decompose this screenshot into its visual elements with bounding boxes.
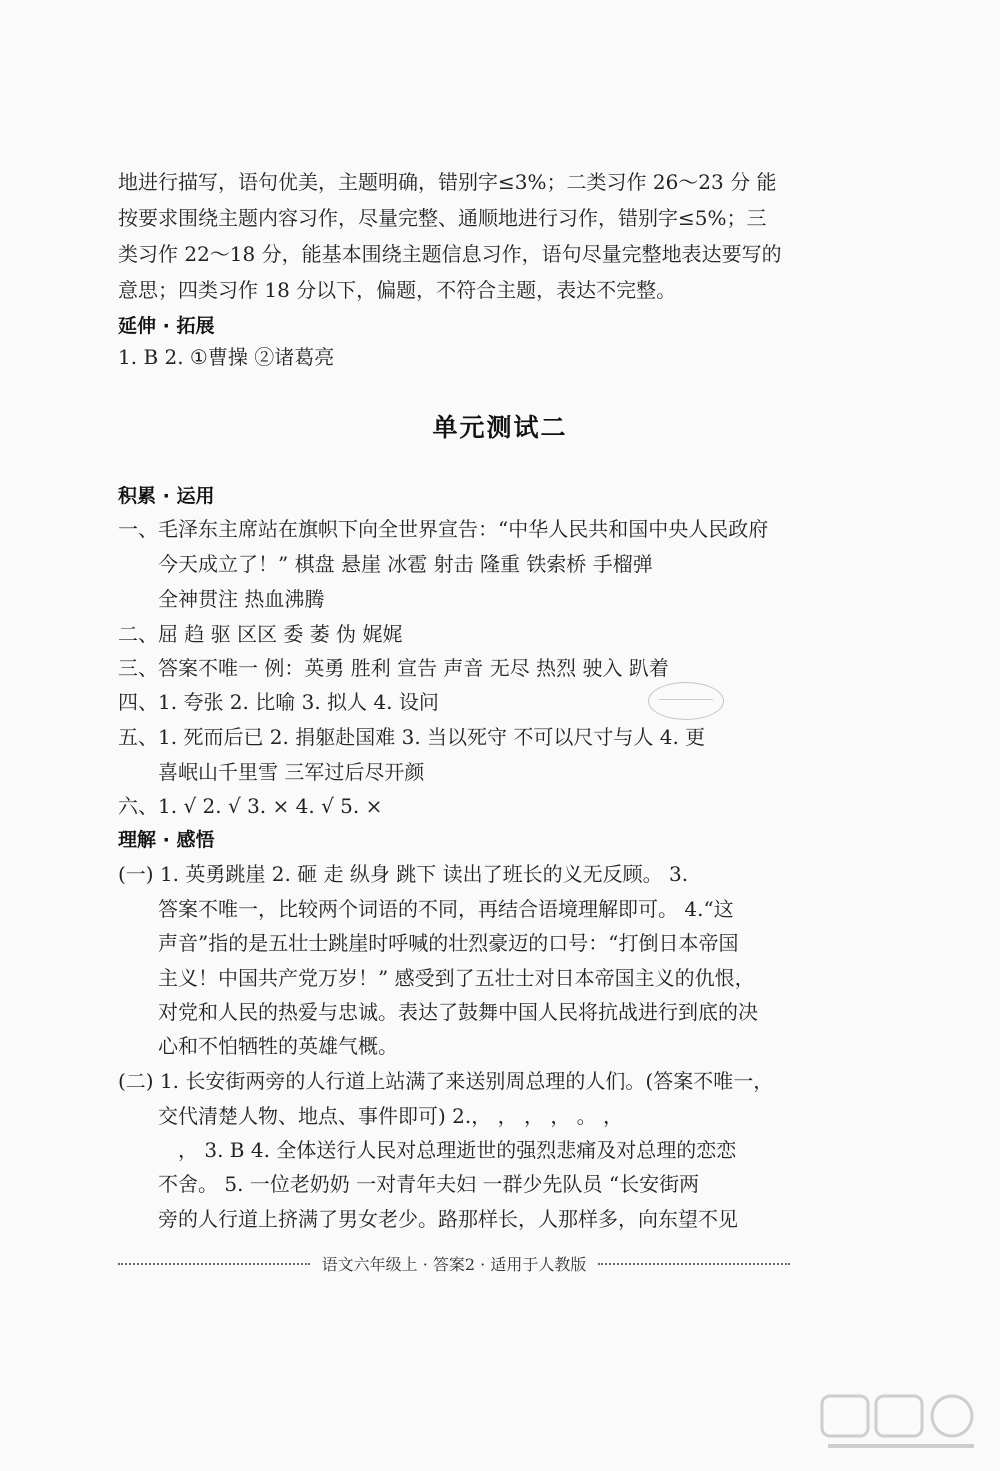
answer-line: 六、1. √ 2. √ 3. × 4. √ 5. × [118,794,383,818]
answer-line: 答案不唯一，比较两个词语的不同，再结合语境理解即可。 4.“这 [158,897,734,921]
paragraph-line: 按要求围绕主题内容习作，尽量完整、通顺地进行习作，错别字≤5%；三 [118,206,767,230]
answer-line: 旁的人行道上挤满了男女老少。路那样长，人那样多，向东望不见 [158,1207,738,1231]
answer-line: 不舍。 5. 一位老奶奶 一对青年夫妇 一群少先队员 “长安街两 [158,1172,700,1196]
page-footer [118,1252,790,1275]
answer-line: 主义！中国共产党万岁！” 感受到了五壮士对日本帝国主义的仇恨， [158,966,755,990]
section-heading-extend: 延伸 · 拓展 [118,315,215,337]
answer-line: 二、屈 趋 驱 区区 委 萎 伪 娓娓 [118,622,403,646]
answer-line: 一、毛泽东主席站在旗帜下向全世界宣告：“中华人民共和国中央人民政府 [118,517,769,541]
footer-divider-left [118,1263,310,1265]
answer-line: (一) 1. 英勇跳崖 2. 砸 走 纵身 跳下 读出了班长的义无反顾。 3. [118,862,689,886]
answer-line: 今天成立了！” 棋盘 悬崖 冰雹 射击 隆重 铁索桥 手榴弹 [158,552,653,576]
answer-line: 对党和人民的热爱与忠诚。表达了鼓舞中国人民将抗战进行到底的决 [158,1000,758,1024]
answer-line: ， 3. B 4. 全体送行人民对总理逝世的强烈悲痛及对总理的恋恋 [178,1138,737,1162]
answer-line: 四、1. 夸张 2. 比喻 3. 拟人 4. 设问 [118,690,439,714]
answer-line: 全神贯注 热血沸腾 [158,587,325,611]
paragraph-line: 类习作 22～18 分，能基本围绕主题信息习作，语句尽量完整地表达要写的 [118,242,782,266]
stamp-icon [648,682,724,720]
section-heading-understand: 理解 · 感悟 [118,829,215,851]
footer-divider-right [598,1263,790,1265]
answer-line: 喜岷山千里雪 三军过后尽开颜 [158,760,425,784]
paragraph-line: 地进行描写，语句优美，主题明确，错别字≤3%；二类习作 26～23 分 能 [118,170,777,194]
answer-line: (二) 1. 长安街两旁的人行道上站满了来送别周总理的人们。(答案不唯一， [118,1069,774,1093]
footer-text: 语文六年级上 · 答案2 · 适用于人教版 [321,1255,587,1274]
section-heading-accumulate: 积累 · 运用 [118,485,215,507]
answer-line: 五、1. 死而后已 2. 捐躯赴国难 3. 当以死守 不可以尺寸与人 4. 更 [118,725,706,749]
watermark-logo-icon [818,1392,980,1454]
answer-line: 声音”指的是五壮士跳崖时呼喊的壮烈豪迈的口号：“打倒日本帝国 [158,931,739,955]
answer-line: 1. B 2. ①曹操 ②诸葛亮 [118,345,335,369]
page-title: 单元测试二 [432,413,568,442]
answer-line: 交代清楚人物、地点、事件即可) 2.， ， ， ， 。 ， [158,1104,624,1128]
answer-line: 三、答案不唯一 例：英勇 胜利 宣告 声音 无尽 热烈 驶入 趴着 [118,656,669,680]
answer-line: 心和不怕牺牲的英雄气概。 [158,1034,398,1058]
paragraph-line: 意思；四类习作 18 分以下，偏题，不符合主题，表达不完整。 [118,278,677,302]
